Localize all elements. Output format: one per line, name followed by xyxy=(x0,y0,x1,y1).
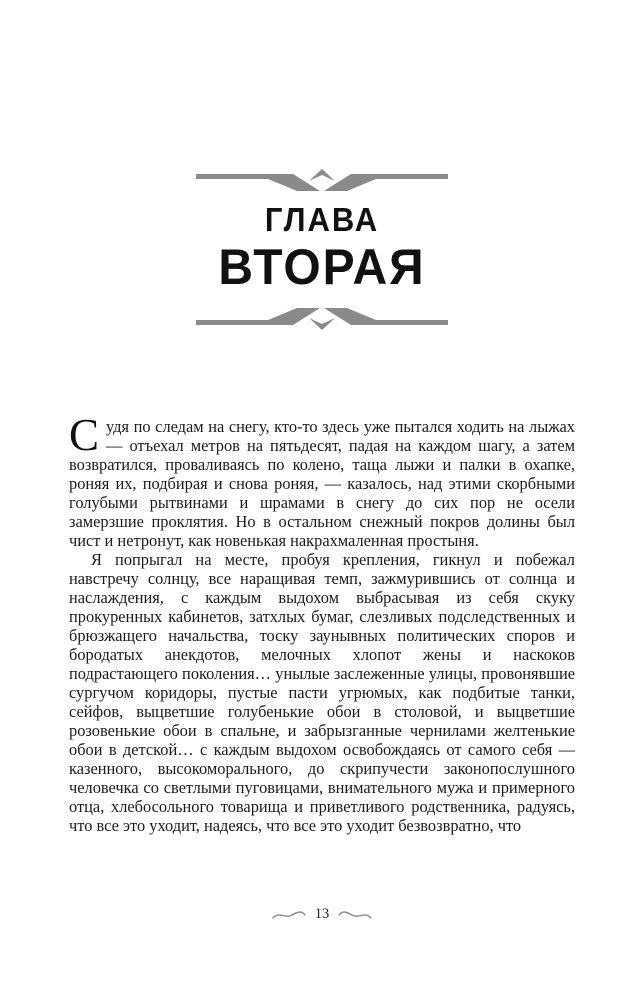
page-number-flourish-right-icon xyxy=(338,909,372,921)
paragraph-second: Я попрыгал на месте, пробуя крепления, гикнул и побежал навстречу солнцу, все наращивая темп, зажмурившись от солнца и наслаждения, с каждым выдохом выбрасывая из себя скуку прокуренных кабинетов, затхлых бумаг, слезливых подследственных и брюзжащего начальства, тоску заунывных политических споров и бородатых анекдотов, мелочных хлопот жены и наскоков подрастающего поколения… унылые заслеженные улицы, провонявшие сургучом коридоры, пустые пасти угрюмых, как подбитые танки, сейфов, выцветшие голубенькие обои в столовой, и выцветшие розовенькие обои в спальне, и забрызганные чернилами желтенькие обои в детской… с каждым выдохом освобождаясь от самого себя — казенного, высокоморального, до скрипучести законопослушного человечка со светлыми пуговицами, внимательного мужа и примерного отца, хлебосольного товарища и приветливого родственника, радуясь, что все это уходит, надеясь, что все это уходит безвозвратно, что xyxy=(69,550,575,835)
chapter-label: ГЛАВА xyxy=(264,200,380,239)
drop-cap: С xyxy=(69,410,100,460)
paragraph-first xyxy=(69,410,575,550)
chapter-heading xyxy=(0,168,644,331)
page-number-flourish-left-icon xyxy=(272,909,306,921)
page-footer xyxy=(0,906,644,923)
chapter-title: ВТОРАЯ xyxy=(218,239,426,296)
paragraph-first-text: удя по следам на снегу, кто-то здесь уже пытался ходить на лыжах — отъехал метров на пятьдесят, падая на каждом шагу, а затем возвратился, проваливаясь по колено, таща лыжи и палки в охапке, роняя их, подбирая и снова роняя, — казалось, над этими скорбными голубыми рытвинами и шрамами в снегу до сих пор не осели замерзшие проклятия. Но в остальном снежный покров долины был чист и нетронут, как новенькая накрахмаленная простыня. xyxy=(69,417,575,550)
chapter-ornament-bottom-icon xyxy=(196,305,448,331)
body-text xyxy=(69,410,575,835)
chapter-ornament-top-icon xyxy=(196,168,448,194)
page-number: 13 xyxy=(314,906,330,922)
